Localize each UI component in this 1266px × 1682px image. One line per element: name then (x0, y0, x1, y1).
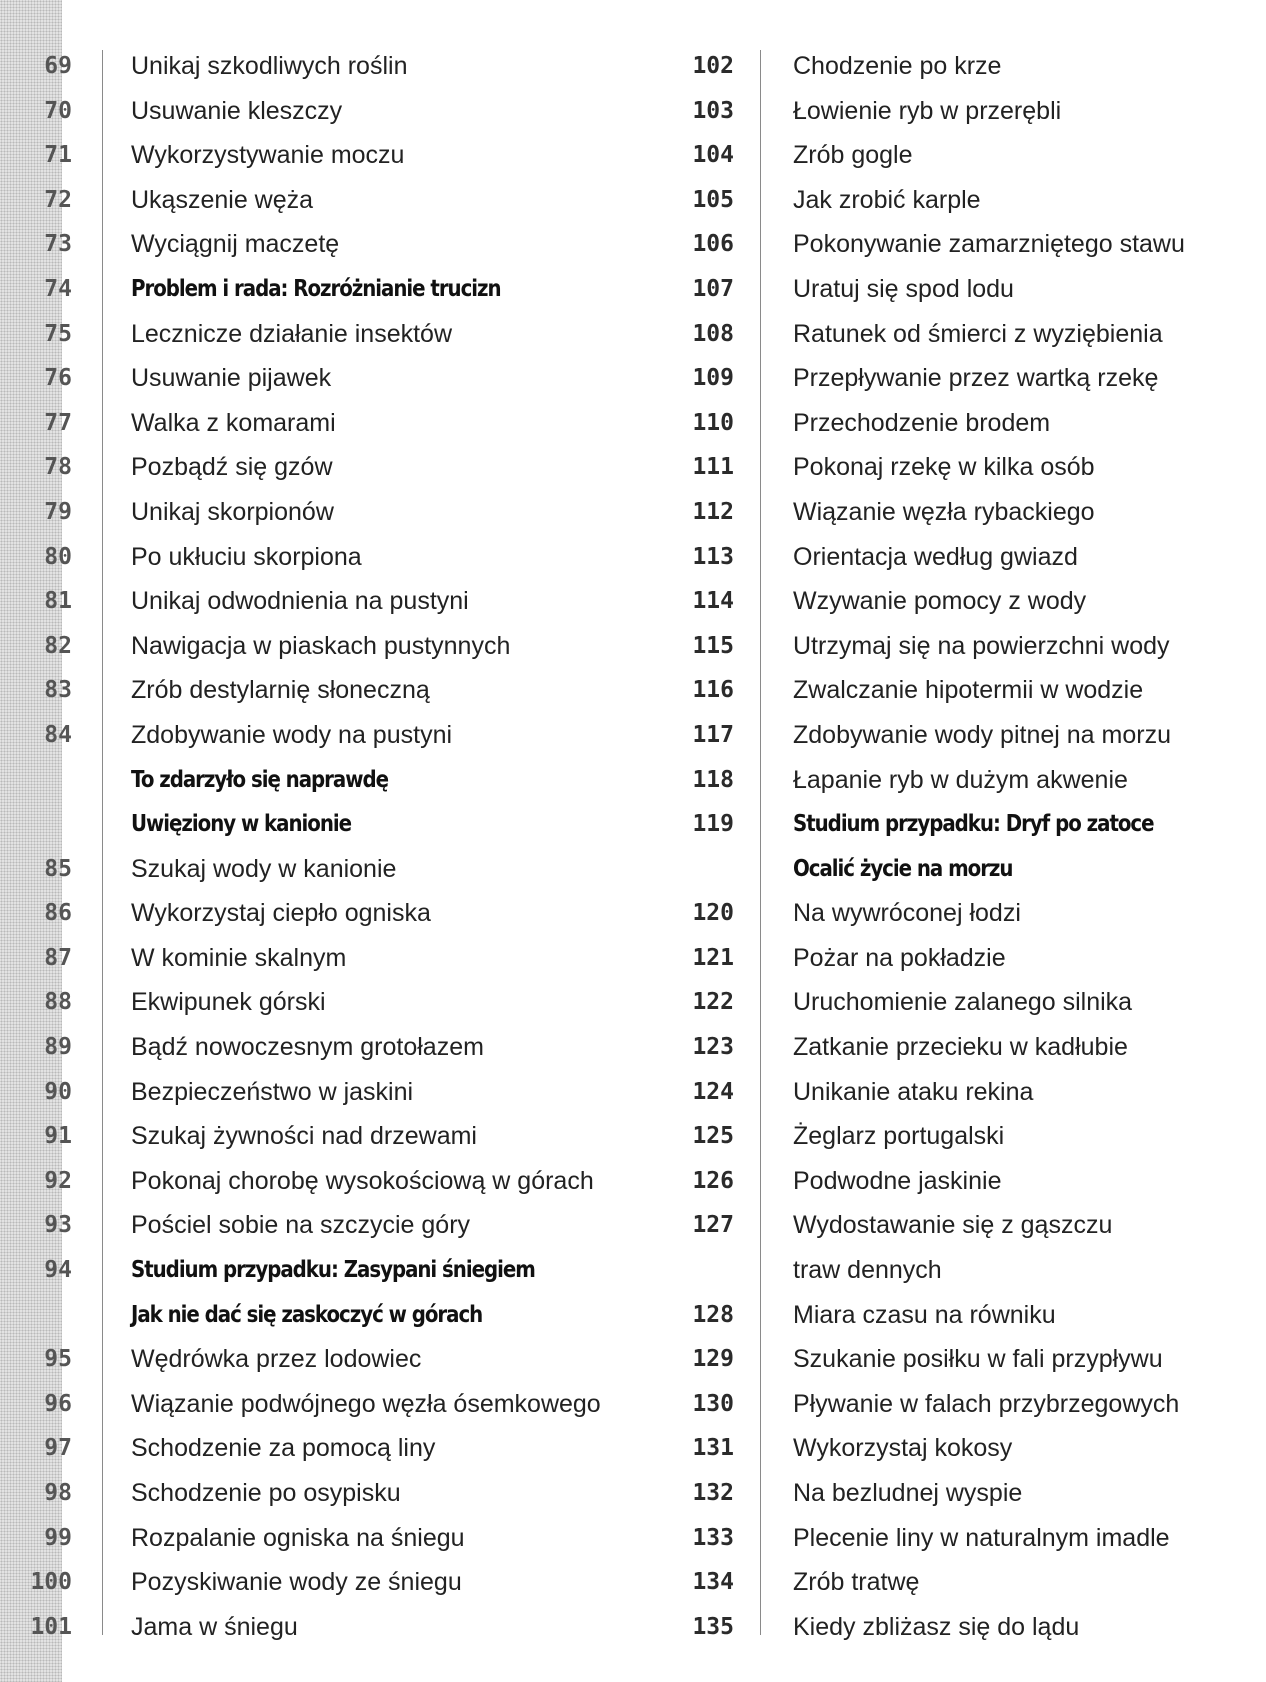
page-number: 100 (30, 1569, 72, 1596)
toc-entry (660, 1159, 1266, 1204)
toc-entry-title: Wydostawanie się z gąszczu (793, 1211, 1113, 1240)
toc-entry (0, 891, 640, 936)
page-number: 118 (692, 766, 734, 793)
page-number: 77 (44, 409, 72, 436)
page-number: 114 (692, 588, 734, 615)
toc-entry-title: Wykorzystaj kokosy (793, 1434, 1013, 1463)
toc-entry (660, 89, 1266, 134)
toc-entry-title: Zrób destylarnię słoneczną (131, 676, 430, 705)
page-number: 120 (692, 900, 734, 927)
toc-section-heading: Ocalić życie na morzu (793, 855, 1013, 882)
toc-entry-title: Nawigacja w piaskach pustynnych (131, 631, 511, 660)
page-number: 106 (692, 231, 734, 258)
toc-entry (660, 891, 1266, 936)
page-number: 121 (692, 944, 734, 971)
page-number: 95 (44, 1346, 72, 1373)
page-number: 109 (692, 365, 734, 392)
page-number: 75 (44, 320, 72, 347)
toc-entry-title: Unikanie ataku rekina (793, 1077, 1034, 1106)
toc-entry (0, 535, 640, 580)
toc-entry (0, 1516, 640, 1561)
page-number: 94 (44, 1257, 72, 1284)
toc-entry (660, 1025, 1266, 1070)
toc-column-right (660, 44, 1266, 1649)
toc-entry-title: Pływanie w falach przybrzegowych (793, 1389, 1180, 1418)
toc-entry-title: Unikaj skorpionów (131, 497, 334, 526)
page-number: 115 (692, 632, 734, 659)
toc-entry (0, 1025, 640, 1070)
toc-entry (660, 535, 1266, 580)
toc-entry-title: Jama w śniegu (131, 1612, 298, 1641)
page-number: 98 (44, 1480, 72, 1506)
toc-entry (0, 89, 640, 134)
page-number: 130 (692, 1390, 734, 1417)
toc-entry (660, 713, 1266, 758)
page-number: 92 (44, 1167, 72, 1194)
toc-entry-title: Zdobywanie wody na pustyni (131, 720, 453, 749)
toc-entry-title: Usuwanie kleszczy (131, 96, 343, 125)
page-number: 124 (692, 1078, 734, 1105)
toc-entry (660, 624, 1266, 669)
toc-entry-title: Pokonaj chorobę wysokościową w górach (131, 1166, 594, 1195)
toc-entry-title: Zatkanie przecieku w kadłubie (793, 1033, 1128, 1062)
toc-section-heading: Jak nie dać się zaskoczyć w górach (131, 1301, 483, 1328)
toc-entry-title: Walka z komarami (131, 408, 336, 437)
page-number: 123 (692, 1034, 734, 1061)
toc-entry-title: Ekwipunek górski (131, 988, 326, 1017)
toc-entry (660, 802, 1266, 847)
toc-entry (660, 980, 1266, 1025)
toc-entry (0, 1070, 640, 1115)
toc-entry-title: Schodzenie po osypisku (131, 1479, 401, 1507)
toc-entry-title: Zrób tratwę (793, 1568, 920, 1597)
page-number: 91 (44, 1123, 72, 1150)
toc-entry (0, 579, 640, 624)
toc-entry (0, 401, 640, 446)
page-number (0, 1293, 72, 1338)
page-number: 86 (44, 900, 72, 927)
toc-entry (660, 1426, 1266, 1471)
toc-entry (0, 713, 640, 758)
page-number: 99 (44, 1524, 72, 1551)
page-number: 76 (44, 365, 72, 392)
toc-entry (660, 1560, 1266, 1605)
toc-column-left (0, 44, 640, 1649)
page-number: 126 (692, 1167, 734, 1194)
page-number: 88 (44, 989, 72, 1016)
page-number: 135 (692, 1613, 734, 1640)
toc-entry-title: Pokonaj rzekę w kilka osób (793, 453, 1095, 482)
toc-entry-title: Ukąszenie węża (131, 185, 314, 214)
toc-entry-title: Lecznicze działanie insektów (131, 319, 453, 348)
page-number: 79 (44, 498, 72, 525)
toc-entry-title: Kiedy zbliżasz się do lądu (793, 1612, 1080, 1641)
page-number: 87 (44, 944, 72, 971)
toc-entry-title: Łowienie ryb w przerębli (793, 96, 1062, 125)
toc-entry-title: traw dennych (793, 1256, 942, 1285)
toc-entry (660, 1605, 1266, 1650)
toc-section-heading: Problem i rada: Rozróżnianie trucizn (131, 275, 501, 302)
toc-entry (660, 758, 1266, 803)
toc-entry-title: Pozyskiwanie wody ze śniegu (131, 1568, 462, 1597)
page-number: 83 (44, 677, 72, 704)
page-number: 71 (44, 142, 72, 169)
toc-entry (660, 267, 1266, 312)
page-number: 105 (692, 186, 734, 213)
toc-entry (660, 445, 1266, 490)
toc-section-heading: To zdarzyło się naprawdę (131, 766, 388, 793)
page-number: 127 (692, 1212, 734, 1239)
toc-entry-title: Chodzenie po krze (793, 52, 1002, 80)
toc-entry (0, 758, 640, 803)
toc-entry (0, 178, 640, 223)
toc-entry (660, 356, 1266, 401)
toc-entry (0, 356, 640, 401)
page-number: 102 (692, 53, 734, 79)
page-number: 78 (44, 454, 72, 481)
toc-entry (0, 222, 640, 267)
page-number: 112 (692, 498, 734, 525)
toc-entry (0, 1426, 640, 1471)
toc-entry-title: Przechodzenie brodem (793, 408, 1051, 437)
toc-entry (660, 1471, 1266, 1516)
page-number: 119 (692, 811, 734, 838)
toc-entry (660, 1114, 1266, 1159)
toc-entry-title: Wyciągnij maczetę (131, 230, 340, 259)
page-number: 90 (44, 1078, 72, 1105)
toc-entry-title: Łapanie ryb w dużym akwenie (793, 765, 1128, 794)
toc-entry-title: Po ukłuciu skorpiona (131, 542, 362, 571)
page-number: 125 (692, 1123, 734, 1150)
page-number: 70 (44, 97, 72, 124)
toc-entry (660, 401, 1266, 446)
toc-entry-title: Schodzenie za pomocą liny (131, 1434, 436, 1463)
toc-entry (0, 1203, 640, 1248)
toc-entry (0, 490, 640, 535)
toc-entry-title: Bezpieczeństwo w jaskini (131, 1077, 414, 1106)
page-number: 134 (692, 1569, 734, 1596)
toc-entry (0, 1560, 640, 1605)
page-number: 89 (44, 1034, 72, 1061)
toc-entry (0, 1248, 640, 1293)
toc-entry (660, 1516, 1266, 1561)
toc-entry-title: Pozbądź się gzów (131, 453, 333, 482)
toc-entry-title: Jak zrobić karple (793, 185, 981, 214)
toc-entry (660, 44, 1266, 89)
page-number: 72 (44, 186, 72, 213)
page-number: 122 (692, 989, 734, 1016)
page-number: 111 (692, 454, 734, 481)
toc-entry (0, 1293, 640, 1338)
toc-entry-title: Wiązanie węzła rybackiego (793, 497, 1095, 526)
toc-entry (0, 312, 640, 357)
toc-entry-title: Uratuj się spod lodu (793, 274, 1014, 303)
toc-entry-title: Zrób gogle (793, 141, 913, 170)
toc-entry (0, 445, 640, 490)
toc-entry-title: Na bezludnej wyspie (793, 1479, 1023, 1507)
toc-section-heading: Uwięziony w kanionie (131, 811, 352, 838)
page-number: 104 (692, 142, 734, 169)
toc-entry (660, 312, 1266, 357)
toc-entry-title: Wykorzystywanie moczu (131, 141, 405, 170)
page-number (660, 1248, 734, 1293)
toc-entry (0, 1605, 640, 1650)
page-number: 73 (44, 231, 72, 258)
toc-entry (0, 936, 640, 981)
toc-entry-title: Zdobywanie wody pitnej na morzu (793, 720, 1171, 749)
page-number (660, 847, 734, 892)
toc-section-heading: Studium przypadku: Dryf po zatoce (793, 811, 1154, 838)
page-number: 113 (692, 543, 734, 570)
page-number: 117 (692, 721, 734, 748)
toc-entry (0, 1471, 640, 1516)
toc-entry-title: Bądź nowoczesnym grotołazem (131, 1033, 484, 1062)
toc-entry-title: Szukanie posiłku w fali przypływu (793, 1345, 1163, 1374)
page-number: 85 (44, 855, 72, 882)
toc-entry-title: Plecenie liny w naturalnym imadle (793, 1523, 1170, 1552)
page-number (0, 802, 72, 847)
page-number: 81 (44, 588, 72, 615)
toc-entry (0, 1114, 640, 1159)
toc-entry (0, 133, 640, 178)
toc-entry (660, 178, 1266, 223)
toc-entry (0, 668, 640, 713)
toc-entry-title: Miara czasu na równiku (793, 1300, 1056, 1329)
page-number: 93 (44, 1212, 72, 1239)
page-number: 107 (692, 275, 734, 302)
toc-entry (660, 1203, 1266, 1248)
toc-entry-title: Pożar na pokładzie (793, 943, 1006, 972)
toc-entry-title: Na wywróconej łodzi (793, 899, 1021, 928)
toc-entry (660, 1293, 1266, 1338)
toc-entry-title: Pokonywanie zamarzniętego stawu (793, 230, 1185, 259)
toc-entry-title: Wiązanie podwójnego węzła ósemkowego (131, 1389, 601, 1418)
toc-entry (660, 1070, 1266, 1115)
toc-entry (660, 1248, 1266, 1293)
toc-entry-title: Wędrówka przez lodowiec (131, 1345, 422, 1374)
page-number: 74 (44, 275, 72, 302)
page-number: 116 (692, 677, 734, 704)
page-number: 129 (692, 1346, 734, 1373)
page-number: 131 (692, 1435, 734, 1462)
toc-entry (660, 133, 1266, 178)
page-number: 82 (44, 632, 72, 659)
toc-entry-title: Pościel sobie na szczycie góry (131, 1211, 471, 1240)
toc-entry-title: Szukaj żywności nad drzewami (131, 1122, 477, 1151)
toc-entry (660, 222, 1266, 267)
toc-entry-title: Żeglarz portugalski (793, 1122, 1005, 1151)
toc-entry-title: Uruchomienie zalanego silnika (793, 988, 1133, 1017)
toc-entry-title: Rozpalanie ogniska na śniegu (131, 1523, 465, 1552)
toc-entry-title: Wzywanie pomocy z wody (793, 587, 1087, 616)
toc-entry-title: Przepływanie przez wartką rzekę (793, 364, 1159, 393)
page-number: 108 (692, 320, 734, 347)
toc-entry-title: Orientacja według gwiazd (793, 542, 1078, 571)
page-number: 103 (692, 97, 734, 124)
toc-entry-title: W kominie skalnym (131, 943, 347, 972)
toc-entry (660, 1382, 1266, 1427)
toc-section-heading: Studium przypadku: Zasypani śniegiem (131, 1257, 535, 1284)
toc-entry (0, 267, 640, 312)
toc-entry (0, 1337, 640, 1382)
toc-entry-title: Podwodne jaskinie (793, 1166, 1002, 1195)
toc-entry-title: Szukaj wody w kanionie (131, 854, 397, 883)
toc-entry-title: Usuwanie pijawek (131, 364, 332, 393)
page-number: 84 (44, 721, 72, 748)
toc-entry (660, 579, 1266, 624)
toc-entry-title: Utrzymaj się na powierzchni wody (793, 631, 1170, 660)
toc-entry-title: Unikaj odwodnienia na pustyni (131, 587, 469, 616)
toc-entry (660, 668, 1266, 713)
page-number: 128 (692, 1301, 734, 1328)
toc-entry (660, 936, 1266, 981)
toc-entry (0, 802, 640, 847)
page-number: 133 (692, 1524, 734, 1551)
page-number: 132 (692, 1480, 734, 1506)
page-number: 80 (44, 543, 72, 570)
toc-entry-title: Ratunek od śmierci z wyziębienia (793, 319, 1163, 348)
toc-entry (0, 1159, 640, 1204)
page-number (0, 758, 72, 803)
page-number: 97 (44, 1435, 72, 1462)
toc-entry-title: Zwalczanie hipotermii w wodzie (793, 676, 1144, 705)
page-number: 96 (44, 1390, 72, 1417)
toc-entry (0, 624, 640, 669)
toc-entry (0, 980, 640, 1025)
toc-entry (0, 44, 640, 89)
page-number: 69 (44, 53, 72, 79)
toc-entry-title: Wykorzystaj ciepło ogniska (131, 899, 431, 928)
toc-entry (0, 1382, 640, 1427)
page-number: 110 (692, 409, 734, 436)
toc-entry-title: Unikaj szkodliwych roślin (131, 52, 408, 80)
toc-entry (0, 847, 640, 892)
page-number: 101 (30, 1613, 72, 1640)
toc-entry (660, 490, 1266, 535)
toc-entry (660, 1337, 1266, 1382)
toc-entry (660, 847, 1266, 892)
